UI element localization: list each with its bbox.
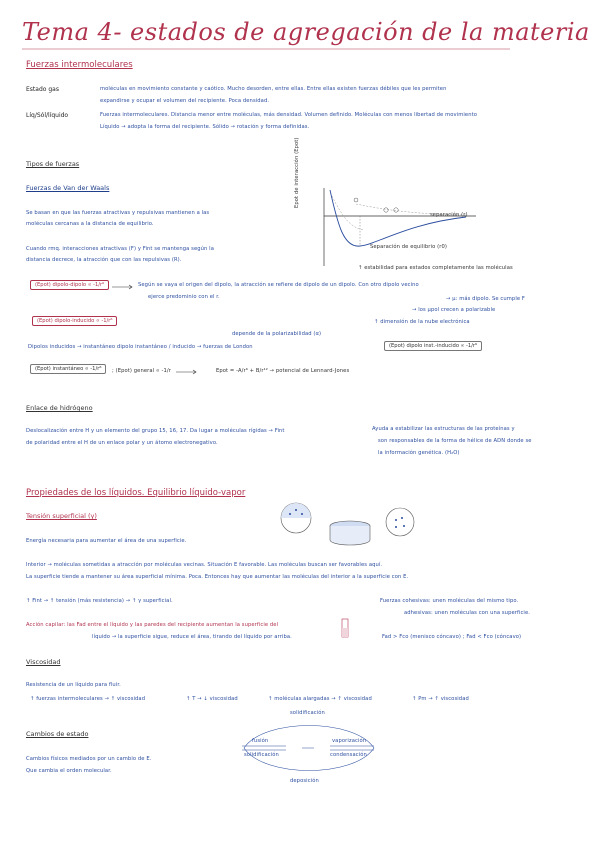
tension-right-line: adhesivas: unen moléculas con una superficie. xyxy=(404,610,530,616)
cambios-line: Que cambia el orden molecular. xyxy=(26,768,112,774)
liq-sol-label: Líq/Sól/líquido xyxy=(26,112,69,119)
dipolo-note-line: ejerce predominio con el r. xyxy=(148,294,220,300)
side-note: → µ: más dipolo. Se cumple F xyxy=(446,296,525,302)
tension-line: Energía necesaria para aumentar el área de una superficie. xyxy=(26,538,187,544)
liq-sol-line: Fuerzas intermoleculares. Distancia menor entre moléculas, más densidad. Volumen definido. Moléculas con menos libertad de movimiento xyxy=(100,112,477,118)
phase-right-top: vaporización xyxy=(332,738,367,744)
graph-x-label: Separación de equilibrio (r0) xyxy=(370,244,447,250)
viscosidad-item: ↑ T → ↓ viscosidad xyxy=(186,696,238,702)
graph-y-label: Epot de interacción (Epot) xyxy=(294,137,300,208)
viscosidad-item: ↑ Pm → ↑ viscosidad xyxy=(412,696,469,702)
hbond-line: Deslocalización entre H y un elemento del grupo 15, 16, 17. Da lugar a moléculas rígidas → Fint xyxy=(26,428,285,434)
heading-viscosidad: Viscosidad xyxy=(26,658,61,666)
phase-bottom-label: deposición xyxy=(290,778,319,784)
estado-gas-label: Estado gas xyxy=(26,86,59,93)
arrow-icon xyxy=(176,370,198,374)
polarizabilidad-note: depende de la polarizabilidad (α) xyxy=(232,331,322,337)
viscosidad-line: Resistencia de un líquido para fluir. xyxy=(26,682,121,688)
vdw-para-line: moléculas cercanas a la distancia de equilibrio. xyxy=(26,221,154,227)
hbond-right-line: son responsables de la forma de hélice de ADN donde se xyxy=(378,438,532,444)
estado-gas-line: expandirse y ocupar el volumen del recipiente. Poca densidad. xyxy=(100,98,270,104)
hbond-right-line: Ayuda a estabilizar las estructuras de las proteínas y xyxy=(372,426,515,432)
heading-propiedades-liquidos: Propiedades de los líquidos. Equilibrio líquido-vapor xyxy=(26,488,246,498)
formula-box-general: (Epot) instantáneo ∝ -1/r⁶ xyxy=(30,364,106,374)
hbond-right-line: la información genética. (H₂O) xyxy=(378,450,460,456)
london-text: Dipolos inducidos → instantáneo dipolo instantáneo / inducido → fuerzas de London xyxy=(28,344,253,350)
title-underline xyxy=(22,48,512,52)
side-note: ↑ dimensión de la nube electrónica xyxy=(374,319,470,325)
graph-note: ↑ estabilidad para estados completamente las moléculas xyxy=(358,265,513,271)
cambios-line: Cambios físicos mediados por un cambio de E. xyxy=(26,756,152,762)
phase-left-top: fusión xyxy=(252,738,269,744)
vdw-para-line: Se basan en que las fuerzas atractivas y repulsivas mantienen a las xyxy=(26,210,210,216)
heading-cambios-estado: Cambios de estado xyxy=(26,730,89,738)
capillary-tube-icon xyxy=(340,618,352,640)
phase-right-bottom: condensación xyxy=(330,752,367,758)
heading-tipos-fuerzas: Tipos de fuerzas xyxy=(26,160,80,168)
tension-line: La superficie tiende a mantener su área superficial mínima. Poca. Entonces hay que aumentar las moléculas del interior a la superficie con E. xyxy=(26,574,409,580)
epot-general: ; (Epot) general ∝ -1/r xyxy=(112,368,171,374)
beaker-illustration xyxy=(278,500,418,550)
phase-left-bottom: solidificación xyxy=(244,752,279,758)
vdw-para-line: Cuando rmq. interacciones atractivas (F) y Fint se mantenga según la xyxy=(26,246,214,252)
side-note: → los µpol crecen a polarizable xyxy=(412,307,496,313)
dipolo-note-line: Según se vaya el origen del dipolo, la atracción se refiere de dipolo de un dipolo. Con otro dipolo vecino xyxy=(138,282,419,288)
vdw-para-line: distancia decrece, la atracción que con las repulsivas (R). xyxy=(26,257,182,263)
lennard-jones-text: Epot = -A/r⁶ + B/r¹² → potencial de Lennard-Jones xyxy=(216,368,350,374)
graph-curve xyxy=(330,190,466,246)
estado-gas-line: moléculas en movimiento constante y caótico. Mucho desorden, entre ellas. Entre ellas existen fuerzas débiles que les permiten xyxy=(100,86,447,92)
hbond-line: de polaridad entre el H de un enlace polar y un átomo electronegativo. xyxy=(26,440,218,446)
viscosidad-item: ↑ fuerzas intermoleculares → ↑ viscosidad xyxy=(30,696,146,702)
tension-line: Interior → moléculas sometidas a atracción por moléculas vecinas. Situación E favorable. Las moléculas buscan ser favorables aquí. xyxy=(26,562,383,568)
page-title: Tema 4- estados de agregación de la materia xyxy=(22,18,590,46)
tension-right-formula: Fad > Fco (menisco cóncavo) ; Fad < Fco (cóncavo) xyxy=(382,634,522,640)
tension-right-line: Fuerzas cohesivas: unen moléculas del mismo tipo. xyxy=(380,598,519,604)
formula-box-instantaneo: (Epot) dipolo inst.-inducido ∝ -1/r⁶ xyxy=(384,341,482,351)
liq-sol-line: Líquido → adopta la forma del recipiente. Sólido → rotación y forma definidas. xyxy=(100,124,310,130)
graph-curve-label: separación (r) xyxy=(430,212,468,218)
arrow-icon xyxy=(112,285,134,289)
formula-box-dipolo-dipolo: (Epot) dipolo-dipolo ∝ -1/r⁶ xyxy=(30,280,109,290)
capilar-line: líquido → la superficie sigue, reduce el área, tirando del líquido por arriba. xyxy=(92,634,292,640)
viscosidad-item: ↑ moléculas alargadas → ↑ viscosidad xyxy=(268,696,372,702)
heading-enlace-hidrogeno: Enlace de hidrógeno xyxy=(26,404,93,412)
heading-tension-superficial: Tensión superficial (γ) xyxy=(26,512,97,520)
lennard-jones-graph xyxy=(316,186,486,276)
phase-top-label: solidificación xyxy=(290,710,325,716)
heading-fuerzas-intermoleculares: Fuerzas intermoleculares xyxy=(26,60,133,70)
heading-van-der-waals: Fuerzas de Van der Waals xyxy=(26,184,110,192)
phase-change-diagram xyxy=(234,708,384,788)
tension-fint-line: ↑ Fint → ↑ tensión (más resistencia) → ↑ γ superficial. xyxy=(26,598,173,604)
formula-box-dipolo-inducido: (Epot) dipolo-inducido ∝ -1/r⁶ xyxy=(32,316,117,326)
capilar-line: Acción capilar: las Fad entre el líquido y las paredes del recipiente aumentan la superficie del xyxy=(26,622,279,628)
